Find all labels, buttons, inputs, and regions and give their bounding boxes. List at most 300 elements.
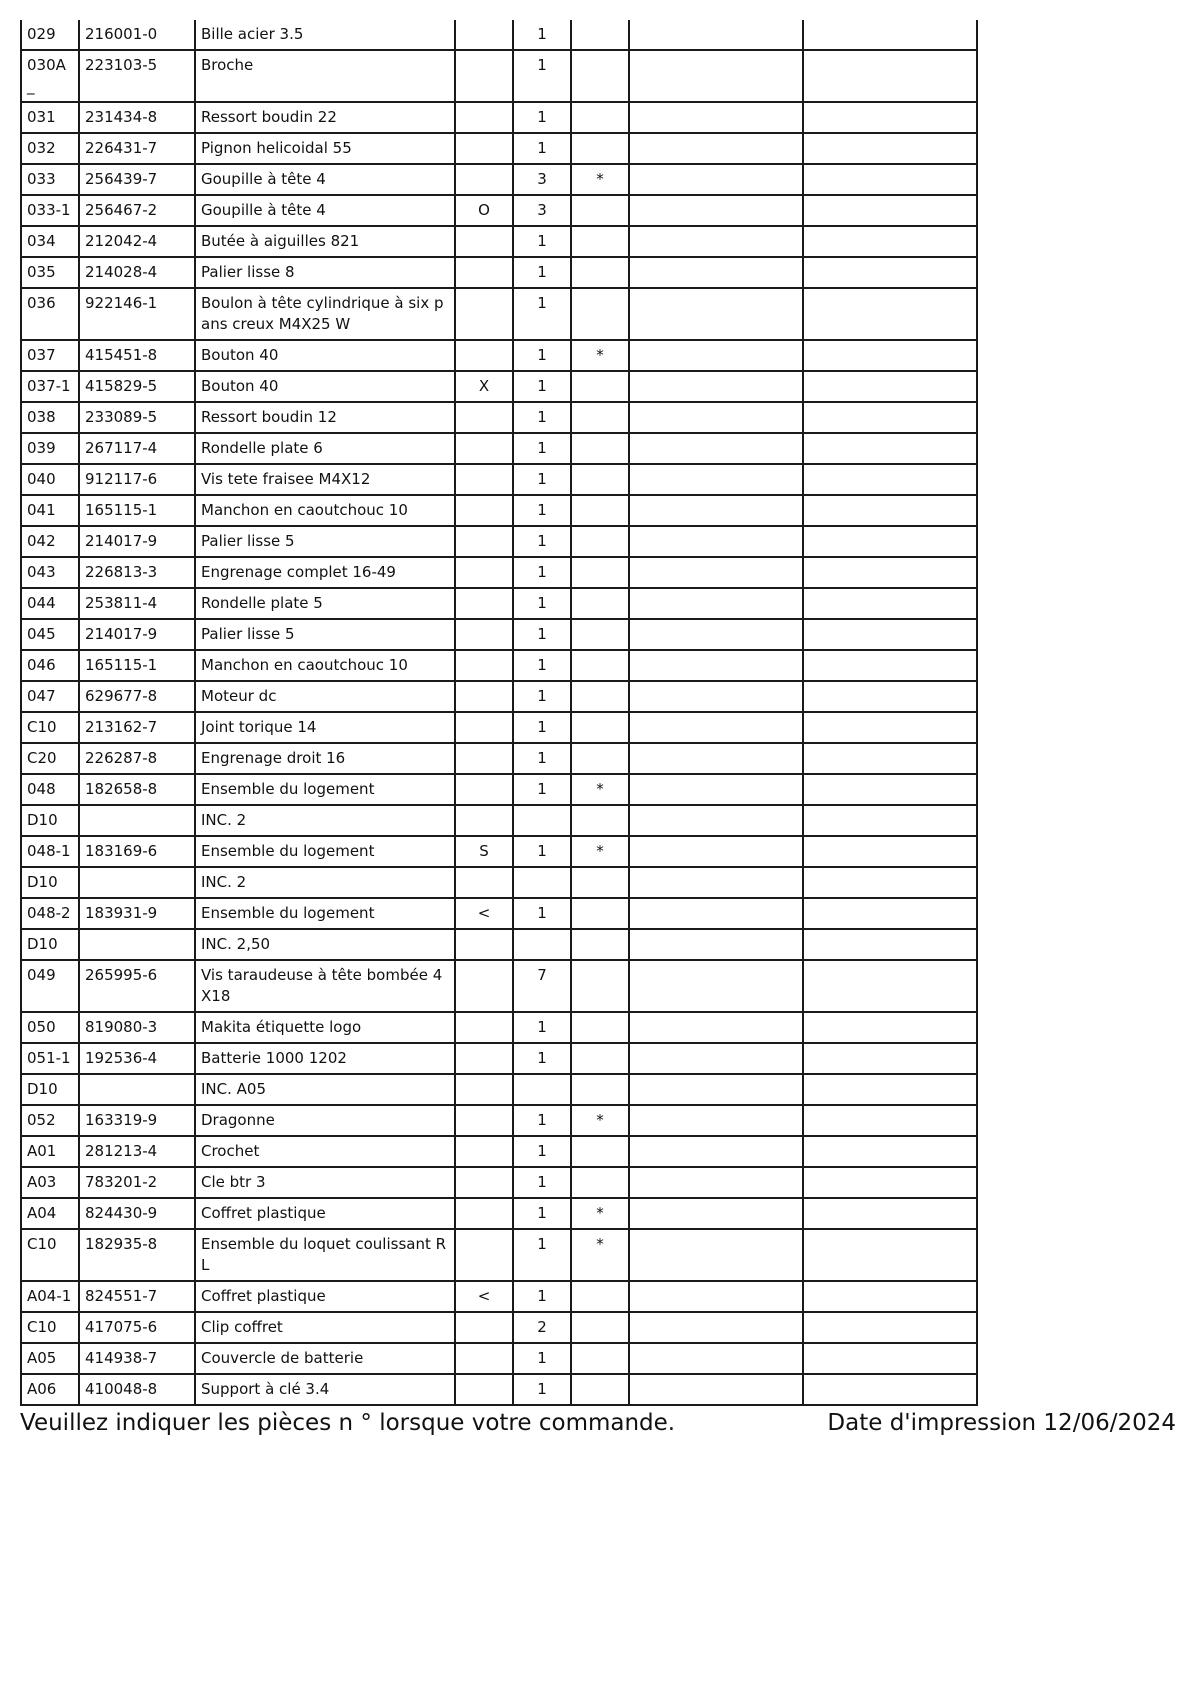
- item-number-cell: 038: [21, 402, 79, 433]
- part-number-cell: 417075-6: [79, 1312, 195, 1343]
- item-number-cell: 041: [21, 495, 79, 526]
- quantity-cell: 7: [513, 960, 571, 1012]
- part-number-cell: 265995-6: [79, 960, 195, 1012]
- table-row: [21, 1198, 977, 1229]
- description-cell: Batterie 1000 1202: [195, 1043, 455, 1074]
- item-number-cell: 048-2: [21, 898, 79, 929]
- blank-cell: [803, 133, 977, 164]
- blank-cell: [629, 226, 803, 257]
- table-row: [21, 133, 977, 164]
- table-row: [21, 743, 977, 774]
- note-mark-cell: [571, 433, 629, 464]
- blank-cell: [629, 1374, 803, 1405]
- note-mark-cell: [571, 526, 629, 557]
- table-row: [21, 1105, 977, 1136]
- part-number-cell: 163319-9: [79, 1105, 195, 1136]
- table-row: [21, 650, 977, 681]
- description-cell: Joint torique 14: [195, 712, 455, 743]
- blank-cell: [803, 340, 977, 371]
- part-number-cell: [79, 867, 195, 898]
- variant-mark-cell: [455, 50, 513, 102]
- blank-cell: [803, 650, 977, 681]
- note-mark-cell: [571, 712, 629, 743]
- item-number-cell: D10: [21, 867, 79, 898]
- item-number-cell: 042: [21, 526, 79, 557]
- table-row: [21, 102, 977, 133]
- item-number-cell: 045: [21, 619, 79, 650]
- part-number-cell: 253811-4: [79, 588, 195, 619]
- quantity-cell: 1: [513, 133, 571, 164]
- note-mark-cell: [571, 929, 629, 960]
- variant-mark-cell: [455, 774, 513, 805]
- description-cell: INC. A05: [195, 1074, 455, 1105]
- description-cell: Ensemble du loquet coulissant RL: [195, 1229, 455, 1281]
- description-cell: Broche: [195, 50, 455, 102]
- blank-cell: [629, 960, 803, 1012]
- description-cell: Ensemble du logement: [195, 836, 455, 867]
- quantity-cell: 1: [513, 1012, 571, 1043]
- part-number-cell: 415829-5: [79, 371, 195, 402]
- item-number-cell: 032: [21, 133, 79, 164]
- variant-mark-cell: [455, 743, 513, 774]
- table-row: [21, 681, 977, 712]
- part-number-cell: 213162-7: [79, 712, 195, 743]
- note-mark-cell: [571, 743, 629, 774]
- quantity-cell: 1: [513, 288, 571, 340]
- blank-cell: [803, 898, 977, 929]
- part-number-cell: 281213-4: [79, 1136, 195, 1167]
- table-row: [21, 1229, 977, 1281]
- quantity-cell: 1: [513, 743, 571, 774]
- blank-cell: [629, 1198, 803, 1229]
- blank-cell: [629, 898, 803, 929]
- note-mark-cell: [571, 898, 629, 929]
- blank-cell: [803, 1198, 977, 1229]
- description-cell: INC. 2: [195, 805, 455, 836]
- part-number-cell: 233089-5: [79, 402, 195, 433]
- blank-cell: [629, 619, 803, 650]
- item-number-cell: 043: [21, 557, 79, 588]
- note-mark-cell: [571, 20, 629, 50]
- table-row: [21, 1136, 977, 1167]
- quantity-cell: 1: [513, 20, 571, 50]
- quantity-cell: 3: [513, 195, 571, 226]
- table-row: [21, 495, 977, 526]
- variant-mark-cell: [455, 433, 513, 464]
- item-number-cell: C10: [21, 1229, 79, 1281]
- variant-mark-cell: [455, 929, 513, 960]
- item-number-cell: 039: [21, 433, 79, 464]
- blank-cell: [629, 195, 803, 226]
- variant-mark-cell: [455, 712, 513, 743]
- quantity-cell: 1: [513, 650, 571, 681]
- note-mark-cell: *: [571, 774, 629, 805]
- note-mark-cell: [571, 1167, 629, 1198]
- item-number-cell: 029: [21, 20, 79, 50]
- variant-mark-cell: [455, 1198, 513, 1229]
- blank-cell: [803, 712, 977, 743]
- description-cell: Bille acier 3.5: [195, 20, 455, 50]
- note-mark-cell: [571, 371, 629, 402]
- variant-mark-cell: [455, 1136, 513, 1167]
- blank-cell: [629, 50, 803, 102]
- blank-cell: [629, 712, 803, 743]
- note-mark-cell: [571, 133, 629, 164]
- item-number-cell: 044: [21, 588, 79, 619]
- part-number-cell: 629677-8: [79, 681, 195, 712]
- variant-mark-cell: [455, 619, 513, 650]
- table-row: [21, 898, 977, 929]
- table-row: [21, 1074, 977, 1105]
- variant-mark-cell: [455, 1312, 513, 1343]
- quantity-cell: 1: [513, 1136, 571, 1167]
- item-number-cell: C20: [21, 743, 79, 774]
- blank-cell: [629, 1136, 803, 1167]
- quantity-cell: 1: [513, 681, 571, 712]
- quantity-cell: 1: [513, 1105, 571, 1136]
- description-cell: Vis tete fraisee M4X12: [195, 464, 455, 495]
- blank-cell: [803, 1012, 977, 1043]
- item-number-cell: 035: [21, 257, 79, 288]
- quantity-cell: 1: [513, 588, 571, 619]
- blank-cell: [803, 774, 977, 805]
- blank-cell: [803, 226, 977, 257]
- blank-cell: [629, 20, 803, 50]
- blank-cell: [803, 526, 977, 557]
- item-number-cell: C10: [21, 1312, 79, 1343]
- table-row: [21, 288, 977, 340]
- description-cell: Boulon à tête cylindrique à six pans creux M4X25 W: [195, 288, 455, 340]
- table-row: [21, 464, 977, 495]
- note-mark-cell: [571, 805, 629, 836]
- note-mark-cell: [571, 619, 629, 650]
- print-date: Date d'impression 12/06/2024: [827, 1410, 1176, 1436]
- blank-cell: [629, 164, 803, 195]
- item-number-cell: 036: [21, 288, 79, 340]
- quantity-cell: 1: [513, 433, 571, 464]
- item-number-cell: 030A_: [21, 50, 79, 102]
- description-cell: Palier lisse 5: [195, 619, 455, 650]
- variant-mark-cell: [455, 960, 513, 1012]
- blank-cell: [803, 164, 977, 195]
- blank-cell: [629, 805, 803, 836]
- quantity-cell: 1: [513, 102, 571, 133]
- table-row: [21, 1374, 977, 1405]
- description-cell: Coffret plastique: [195, 1281, 455, 1312]
- description-cell: Support à clé 3.4: [195, 1374, 455, 1405]
- part-number-cell: 165115-1: [79, 650, 195, 681]
- blank-cell: [629, 743, 803, 774]
- blank-cell: [629, 1281, 803, 1312]
- part-number-cell: 824430-9: [79, 1198, 195, 1229]
- description-cell: Ensemble du logement: [195, 774, 455, 805]
- part-number-cell: [79, 929, 195, 960]
- table-row: [21, 195, 977, 226]
- item-number-cell: 037: [21, 340, 79, 371]
- variant-mark-cell: S: [455, 836, 513, 867]
- quantity-cell: 1: [513, 464, 571, 495]
- table-row: [21, 164, 977, 195]
- blank-cell: [803, 402, 977, 433]
- description-cell: Manchon en caoutchouc 10: [195, 495, 455, 526]
- note-mark-cell: [571, 681, 629, 712]
- part-number-cell: 192536-4: [79, 1043, 195, 1074]
- description-cell: Goupille à tête 4: [195, 195, 455, 226]
- quantity-cell: 1: [513, 557, 571, 588]
- variant-mark-cell: [455, 164, 513, 195]
- variant-mark-cell: [455, 1374, 513, 1405]
- variant-mark-cell: [455, 20, 513, 50]
- blank-cell: [629, 495, 803, 526]
- table-row: [21, 1343, 977, 1374]
- note-mark-cell: [571, 1281, 629, 1312]
- quantity-cell: [513, 929, 571, 960]
- order-instruction-note: Veuillez indiquer les pièces n ° lorsque votre commande.: [20, 1410, 676, 1436]
- blank-cell: [629, 464, 803, 495]
- variant-mark-cell: [455, 257, 513, 288]
- variant-mark-cell: [455, 1229, 513, 1281]
- blank-cell: [803, 681, 977, 712]
- item-number-cell: 049: [21, 960, 79, 1012]
- quantity-cell: 1: [513, 898, 571, 929]
- description-cell: Palier lisse 8: [195, 257, 455, 288]
- note-mark-cell: *: [571, 836, 629, 867]
- part-number-cell: 183931-9: [79, 898, 195, 929]
- description-cell: Makita étiquette logo: [195, 1012, 455, 1043]
- quantity-cell: 1: [513, 1343, 571, 1374]
- note-mark-cell: [571, 464, 629, 495]
- note-mark-cell: [571, 495, 629, 526]
- table-row: [21, 402, 977, 433]
- note-mark-cell: [571, 102, 629, 133]
- note-mark-cell: [571, 195, 629, 226]
- item-number-cell: 040: [21, 464, 79, 495]
- description-cell: Dragonne: [195, 1105, 455, 1136]
- variant-mark-cell: [455, 288, 513, 340]
- blank-cell: [803, 619, 977, 650]
- blank-cell: [629, 650, 803, 681]
- table-row: [21, 340, 977, 371]
- blank-cell: [629, 1074, 803, 1105]
- quantity-cell: 1: [513, 774, 571, 805]
- item-number-cell: 033: [21, 164, 79, 195]
- part-number-cell: 226287-8: [79, 743, 195, 774]
- variant-mark-cell: [455, 495, 513, 526]
- description-cell: INC. 2: [195, 867, 455, 898]
- blank-cell: [629, 1312, 803, 1343]
- table-row: [21, 1312, 977, 1343]
- part-number-cell: 214017-9: [79, 619, 195, 650]
- blank-cell: [629, 929, 803, 960]
- table-row: [21, 619, 977, 650]
- blank-cell: [803, 1105, 977, 1136]
- blank-cell: [629, 774, 803, 805]
- blank-cell: [803, 960, 977, 1012]
- blank-cell: [803, 495, 977, 526]
- description-cell: Butée à aiguilles 821: [195, 226, 455, 257]
- description-cell: Vis taraudeuse à tête bombée 4X18: [195, 960, 455, 1012]
- blank-cell: [803, 805, 977, 836]
- item-number-cell: 046: [21, 650, 79, 681]
- description-cell: Cle btr 3: [195, 1167, 455, 1198]
- table-row: [21, 50, 977, 102]
- quantity-cell: 1: [513, 340, 571, 371]
- blank-cell: [629, 433, 803, 464]
- variant-mark-cell: [455, 340, 513, 371]
- item-number-cell: 034: [21, 226, 79, 257]
- description-cell: Crochet: [195, 1136, 455, 1167]
- variant-mark-cell: [455, 557, 513, 588]
- quantity-cell: [513, 1074, 571, 1105]
- part-number-cell: 214028-4: [79, 257, 195, 288]
- blank-cell: [629, 371, 803, 402]
- quantity-cell: [513, 867, 571, 898]
- table-row: [21, 588, 977, 619]
- description-cell: Rondelle plate 6: [195, 433, 455, 464]
- part-number-cell: 410048-8: [79, 1374, 195, 1405]
- description-cell: Ressort boudin 22: [195, 102, 455, 133]
- quantity-cell: 1: [513, 1281, 571, 1312]
- note-mark-cell: *: [571, 164, 629, 195]
- blank-cell: [629, 402, 803, 433]
- blank-cell: [803, 257, 977, 288]
- table-row: [21, 1043, 977, 1074]
- blank-cell: [803, 1229, 977, 1281]
- item-number-cell: D10: [21, 929, 79, 960]
- table-row: [21, 557, 977, 588]
- description-cell: INC. 2,50: [195, 929, 455, 960]
- description-cell: Ensemble du logement: [195, 898, 455, 929]
- part-number-cell: [79, 805, 195, 836]
- note-mark-cell: *: [571, 1198, 629, 1229]
- item-number-cell: 048: [21, 774, 79, 805]
- part-number-cell: 783201-2: [79, 1167, 195, 1198]
- variant-mark-cell: [455, 805, 513, 836]
- quantity-cell: 1: [513, 712, 571, 743]
- part-number-cell: 231434-8: [79, 102, 195, 133]
- description-cell: Moteur dc: [195, 681, 455, 712]
- blank-cell: [803, 929, 977, 960]
- blank-cell: [803, 836, 977, 867]
- table-row: [21, 836, 977, 867]
- part-number-cell: 226813-3: [79, 557, 195, 588]
- description-cell: Engrenage complet 16-49: [195, 557, 455, 588]
- description-cell: Bouton 40: [195, 371, 455, 402]
- quantity-cell: 1: [513, 371, 571, 402]
- description-cell: Engrenage droit 16: [195, 743, 455, 774]
- note-mark-cell: [571, 402, 629, 433]
- quantity-cell: 1: [513, 1374, 571, 1405]
- description-cell: Pignon helicoidal 55: [195, 133, 455, 164]
- note-mark-cell: [571, 1136, 629, 1167]
- variant-mark-cell: O: [455, 195, 513, 226]
- table-row: [21, 929, 977, 960]
- part-number-cell: 267117-4: [79, 433, 195, 464]
- item-number-cell: 031: [21, 102, 79, 133]
- table-row: [21, 526, 977, 557]
- quantity-cell: 1: [513, 1167, 571, 1198]
- blank-cell: [803, 1136, 977, 1167]
- quantity-cell: 1: [513, 402, 571, 433]
- quantity-cell: 1: [513, 1043, 571, 1074]
- part-number-cell: 819080-3: [79, 1012, 195, 1043]
- blank-cell: [629, 1043, 803, 1074]
- blank-cell: [629, 133, 803, 164]
- blank-cell: [629, 288, 803, 340]
- table-row: [21, 226, 977, 257]
- part-number-cell: 182658-8: [79, 774, 195, 805]
- quantity-cell: 1: [513, 226, 571, 257]
- note-mark-cell: [571, 226, 629, 257]
- part-number-cell: 922146-1: [79, 288, 195, 340]
- item-number-cell: A05: [21, 1343, 79, 1374]
- item-number-cell: A03: [21, 1167, 79, 1198]
- variant-mark-cell: [455, 1043, 513, 1074]
- parts-table-body: [21, 20, 977, 1405]
- item-number-cell: 052: [21, 1105, 79, 1136]
- table-row: [21, 960, 977, 1012]
- quantity-cell: 3: [513, 164, 571, 195]
- item-number-cell: A06: [21, 1374, 79, 1405]
- part-number-cell: [79, 1074, 195, 1105]
- blank-cell: [803, 102, 977, 133]
- table-row: [21, 20, 977, 50]
- part-number-cell: 824551-7: [79, 1281, 195, 1312]
- table-row: [21, 712, 977, 743]
- variant-mark-cell: <: [455, 1281, 513, 1312]
- quantity-cell: 1: [513, 495, 571, 526]
- note-mark-cell: [571, 867, 629, 898]
- blank-cell: [629, 526, 803, 557]
- description-cell: Rondelle plate 5: [195, 588, 455, 619]
- note-mark-cell: [571, 1043, 629, 1074]
- item-number-cell: 050: [21, 1012, 79, 1043]
- blank-cell: [803, 371, 977, 402]
- variant-mark-cell: [455, 1105, 513, 1136]
- note-mark-cell: *: [571, 1105, 629, 1136]
- note-mark-cell: [571, 557, 629, 588]
- quantity-cell: 1: [513, 526, 571, 557]
- description-cell: Ressort boudin 12: [195, 402, 455, 433]
- note-mark-cell: *: [571, 340, 629, 371]
- note-mark-cell: [571, 960, 629, 1012]
- description-cell: Clip coffret: [195, 1312, 455, 1343]
- note-mark-cell: *: [571, 1229, 629, 1281]
- parts-table: [20, 20, 978, 1406]
- note-mark-cell: [571, 1374, 629, 1405]
- part-number-cell: 165115-1: [79, 495, 195, 526]
- quantity-cell: 1: [513, 619, 571, 650]
- variant-mark-cell: [455, 1012, 513, 1043]
- item-number-cell: 033-1: [21, 195, 79, 226]
- blank-cell: [803, 195, 977, 226]
- blank-cell: [803, 588, 977, 619]
- variant-mark-cell: [455, 133, 513, 164]
- note-mark-cell: [571, 588, 629, 619]
- variant-mark-cell: [455, 526, 513, 557]
- note-mark-cell: [571, 1343, 629, 1374]
- description-cell: Manchon en caoutchouc 10: [195, 650, 455, 681]
- blank-cell: [803, 867, 977, 898]
- blank-cell: [803, 1074, 977, 1105]
- item-number-cell: 048-1: [21, 836, 79, 867]
- blank-cell: [803, 433, 977, 464]
- variant-mark-cell: [455, 226, 513, 257]
- table-row: [21, 867, 977, 898]
- item-number-cell: A01: [21, 1136, 79, 1167]
- part-number-cell: 226431-7: [79, 133, 195, 164]
- blank-cell: [629, 102, 803, 133]
